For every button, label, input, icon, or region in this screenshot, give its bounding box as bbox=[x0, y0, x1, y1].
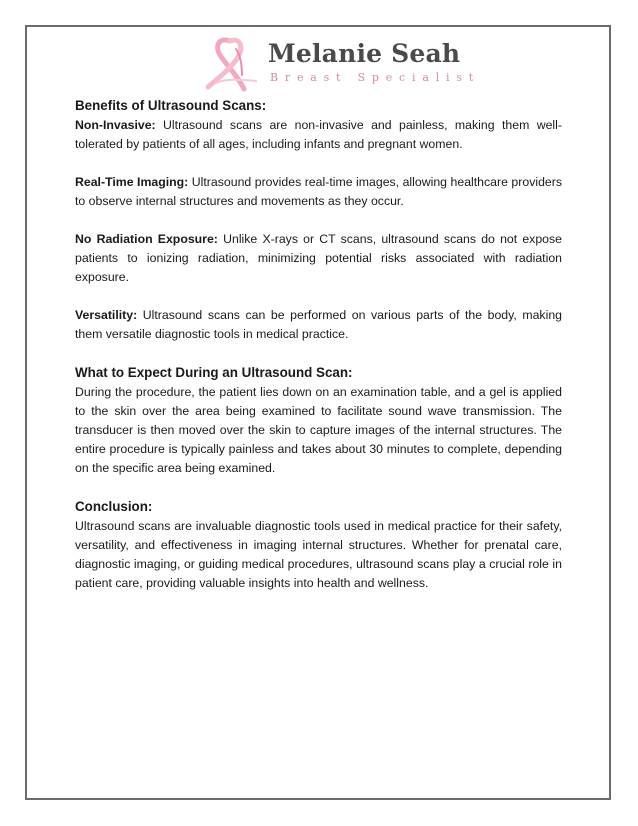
benefit-item bbox=[75, 173, 562, 211]
benefit-item bbox=[75, 230, 562, 287]
logo-tagline: Breast Specialist bbox=[270, 71, 480, 84]
benefit-text: Unlike X-rays or CT scans, ultrasound scans do not expose patients to ionizing radiation, minimizing potential risks associated with radiation exposure. bbox=[75, 232, 562, 284]
benefit-term: Non-Invasive: bbox=[75, 118, 156, 132]
conclusion-paragraph: Ultrasound scans are invaluable diagnostic tools used in medical practice for their safety, versatility, and effectiveness in imaging internal structures. Whether for prenatal care, diagnostic imaging, or guiding medical procedures, ultrasound scans play a crucial role in patient care, providing valuable insights into health and wellness. bbox=[75, 519, 562, 590]
benefit-term: Real-Time Imaging: bbox=[75, 175, 189, 189]
conclusion-heading: Conclusion: bbox=[75, 499, 153, 514]
benefit-item bbox=[75, 116, 562, 154]
benefit-term: No Radiation Exposure: bbox=[75, 232, 218, 246]
benefit-text: Ultrasound scans can be performed on various parts of the body, making them versatile diagnostic tools in medical practice. bbox=[75, 308, 562, 341]
benefit-text: Ultrasound scans are non-invasive and painless, making them well-tolerated by patients of all ages, including infants and pregnant women. bbox=[75, 118, 562, 151]
logo-name: Melanie Seah bbox=[268, 39, 461, 68]
document-body bbox=[75, 96, 562, 593]
benefits-heading: Benefits of Ultrasound Scans: bbox=[75, 98, 267, 113]
expect-paragraph: During the procedure, the patient lies down on an examination table, and a gel is applied to the skin over the area being examined to facilitate sound wave transmission. The transducer is then moved over the skin to capture images of the internal structures. The entire procedure is typically painless and takes about 30 minutes to complete, depending on the specific area being examined. bbox=[75, 385, 562, 475]
benefit-term: Versatility: bbox=[75, 308, 138, 322]
pink-ribbon-icon bbox=[196, 35, 266, 93]
benefit-text: Ultrasound provides real-time images, allowing healthcare providers to observe internal structures and movements as they occur. bbox=[75, 175, 563, 208]
expect-heading: What to Expect During an Ultrasound Scan: bbox=[75, 365, 353, 380]
brand-logo bbox=[196, 35, 480, 93]
benefit-item bbox=[75, 306, 562, 344]
